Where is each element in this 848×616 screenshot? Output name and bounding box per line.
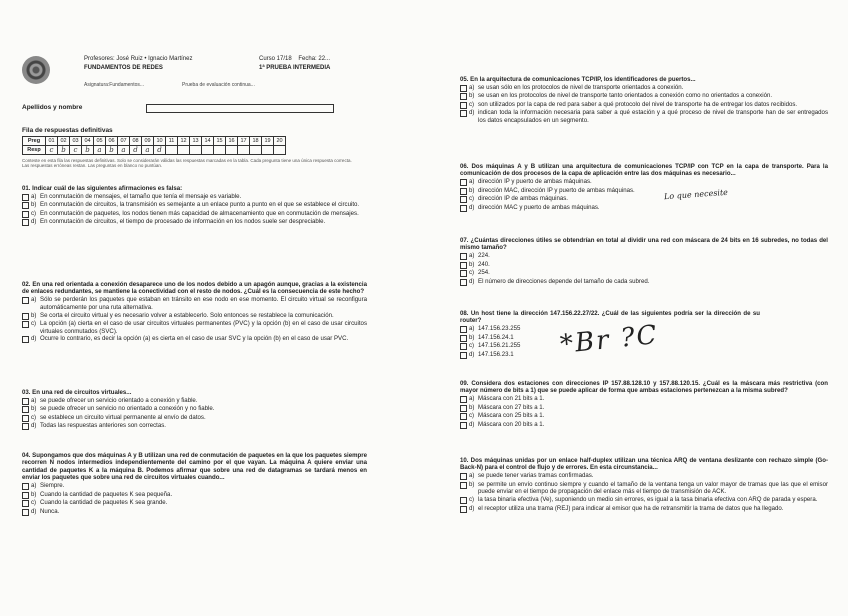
option-text: Se corta el circuito virtual y es necesario volver a establecerlo. Solo entonces se restablece la comunicación. (40, 311, 334, 319)
answer-response-cell[interactable]: b (82, 146, 94, 155)
option-text: Todas las respuestas anteriores son correctas. (40, 422, 166, 430)
answer-option[interactable] (22, 397, 367, 405)
option-text: 147.156.21.255 (478, 342, 521, 350)
answer-question-cell: 13 (190, 137, 202, 146)
answer-option[interactable] (460, 496, 828, 504)
checkbox[interactable] (22, 321, 29, 328)
answer-response-cell[interactable] (166, 146, 178, 155)
option-letter: b) (31, 490, 37, 498)
option-text: En conmutación de mensajes, el tamaño que tenía el mensaje es variable. (40, 192, 242, 200)
option-letter: d) (31, 507, 37, 515)
checkbox[interactable] (22, 202, 29, 209)
option-text: Cuando la cantidad de paquetes K sea grande. (40, 499, 168, 507)
answer-option[interactable] (460, 101, 828, 109)
question-text: 06. Dos máquinas A y B utilizan una arquitectura de comunicaciones TCP/IP con TCP en la capa de transporte. Para la comunicación de dos procesos de la capa de aplicación entre las dos máquinas es necesario... (460, 163, 828, 178)
option-text: dirección IP de ambas máquinas. (478, 195, 568, 203)
question-text: 01. Indicar cuál de las siguientes afirmaciones es falsa: (22, 185, 183, 192)
option-letter: c) (31, 499, 37, 507)
question-03 (22, 389, 367, 430)
checkbox[interactable] (22, 415, 29, 422)
question-text: 02. En una red orientada a conexión desaparece uno de los nodos debido a un apagón aunque, gracias a la existencia de enlaces redundantes, se mantiene la conectividad con el resto de nodos. ¿Cuál es la consecuencia de este hecho? (22, 281, 367, 296)
question-06 (460, 163, 828, 212)
answer-option[interactable] (460, 404, 828, 412)
option-text: se establece un circuito virtual permanente al envío de datos. (40, 413, 206, 421)
question-07 (460, 237, 828, 286)
answer-table (22, 136, 286, 155)
answer-option[interactable] (460, 204, 828, 212)
option-text: se puede tener varias tramas confirmadas. (478, 472, 594, 480)
handwritten-note-q06: Lo que necesite (663, 187, 729, 202)
answer-question-cell: 12 (178, 137, 190, 146)
answer-option[interactable] (460, 269, 828, 277)
answer-response-cell[interactable] (178, 146, 190, 155)
answer-response-cell[interactable] (190, 146, 202, 155)
option-text: se usan en los protocolos de nivel de transporte tanto orientados a conexión como no orientados a conexión. (478, 92, 773, 100)
answer-question-cell: 05 (94, 137, 106, 146)
answer-response-cell[interactable]: a (142, 146, 154, 155)
checkbox[interactable] (460, 93, 467, 100)
option-letter: b) (31, 201, 37, 209)
answer-question-cell: 20 (274, 137, 286, 146)
option-text: se puede ofrecer un servicio no orientado a conexión y no fiable. (40, 405, 215, 413)
checkbox[interactable] (460, 396, 467, 403)
answer-option[interactable] (460, 395, 828, 403)
answer-response-cell[interactable]: d (154, 146, 166, 155)
checkbox[interactable] (460, 196, 467, 203)
option-text: Ocurre lo contrario, es decir la opción (a) es cierta en el caso de usar SVC y la opción (b) en el caso de usar PVC. (40, 335, 349, 343)
option-text: la tasa binaria efectiva (Ve), suponiendo un medio sin errores, es igual a la tasa binaria efectiva con ARQ de parada y espera. (478, 496, 818, 504)
answer-response-cell[interactable] (202, 146, 214, 155)
answer-response-cell[interactable] (238, 146, 250, 155)
answer-response-cell[interactable]: b (106, 146, 118, 155)
option-letter: b) (469, 333, 475, 341)
answer-question-cell: 14 (202, 137, 214, 146)
course-year: Curso 17/18 Fecha: 22... (259, 56, 331, 62)
option-letter: a) (469, 395, 475, 403)
answer-question-cell: 16 (226, 137, 238, 146)
option-text: Nunca. (40, 507, 60, 515)
course-title: FUNDAMENTOS DE REDES (84, 65, 163, 71)
option-text: dirección IP y puerto de ambas máquinas. (478, 178, 592, 186)
question-09 (460, 380, 828, 429)
answer-response-cell[interactable] (262, 146, 274, 155)
checkbox[interactable] (460, 343, 467, 350)
option-letter: c) (469, 342, 475, 350)
checkbox[interactable] (460, 205, 467, 212)
option-letter: a) (469, 472, 475, 480)
answer-option[interactable] (22, 491, 367, 499)
option-text: Siempre. (40, 482, 65, 490)
option-letter: d) (31, 422, 37, 430)
checkbox[interactable] (22, 194, 29, 201)
answer-option[interactable] (22, 414, 367, 422)
option-text: el receptor utiliza una trama (REJ) para indicar al emisor que ha de retransmitir la trama de datos que ha llegado. (478, 504, 784, 512)
option-text: son utilizados por la capa de red para saber a qué protocolo del nivel de transporte ha de entregar los datos recibidos. (478, 100, 798, 108)
checkbox[interactable] (460, 270, 467, 277)
option-text: 147.156.23.1 (478, 350, 514, 358)
answer-response-cell[interactable] (214, 146, 226, 155)
answer-question-cell: 15 (214, 137, 226, 146)
answer-response-cell[interactable]: c (70, 146, 82, 155)
checkbox[interactable] (460, 253, 467, 260)
checkbox[interactable] (460, 413, 467, 420)
answer-response-cell[interactable] (250, 146, 262, 155)
option-letter: b) (31, 311, 37, 319)
checkbox[interactable] (22, 398, 29, 405)
row-label-question: Preg (23, 137, 46, 146)
option-letter: c) (31, 320, 37, 328)
option-letter: b) (469, 403, 475, 411)
option-letter: a) (31, 396, 37, 404)
answer-response-cell[interactable]: d (130, 146, 142, 155)
option-letter: a) (31, 192, 37, 200)
answer-question-cell: 04 (82, 137, 94, 146)
answer-option[interactable] (22, 335, 367, 343)
checkbox[interactable] (460, 85, 467, 92)
checkbox[interactable] (22, 509, 29, 516)
option-letter: c) (469, 412, 475, 420)
option-letter: a) (469, 325, 475, 333)
checkbox[interactable] (22, 313, 29, 320)
answer-question-cell: 09 (142, 137, 154, 146)
answer-option[interactable] (22, 193, 367, 201)
option-letter: d) (31, 218, 37, 226)
exam-header (22, 52, 422, 102)
question-text: 04. Supongamos que dos máquinas A y B utilizan una red de conmutación de paquetes en la que los paquetes siempre recorren N nodos intermedios independientemente del camino por el que vayan. La máquina A quiere enviar una cantidad de paquetes K a la máquina B. Podemos afirmar que sobre una red de datagramas se tardará menos en enviar los paquetes que sobre una red de circuitos virtuales cuando... (22, 452, 367, 482)
answer-option[interactable] (460, 505, 828, 513)
checkbox[interactable] (460, 473, 467, 480)
checkbox[interactable] (460, 352, 467, 359)
answer-option[interactable] (460, 412, 828, 420)
answer-option[interactable] (460, 109, 828, 124)
answer-instructions: Conteste en esta fila las respuestas definitivas. Solo se considerarán válidas las respuestas marcadas en la tabla. Cada pregunta tiene una única respuesta correcta. Las respuestas erróneas restan. Las preguntas en blanco no puntúan. (22, 158, 352, 169)
answer-question-cell: 19 (262, 137, 274, 146)
answer-option[interactable] (22, 499, 367, 507)
question-02 (22, 281, 367, 343)
answer-response-cell[interactable]: a (94, 146, 106, 155)
answer-option[interactable] (460, 187, 828, 195)
name-row (22, 104, 422, 114)
answer-response-cell[interactable]: c (46, 146, 58, 155)
checkbox[interactable] (460, 482, 467, 489)
option-text: se permite un envío continuo siempre y cuando el tamaño de la ventana tenga un valor mayor de tramas que las que el emisor puede enviar en el tiempo de propagación del enlace más el tiempo de transmisión de ACK. (478, 480, 828, 496)
option-text: La opción (a) cierta en el caso de usar circuitos virtuales permanentes (PVC) y la opción (b) en el caso de usar circuitos virtuales conmutados (SVC). (40, 320, 367, 335)
answer-option[interactable] (460, 261, 828, 269)
option-text: En conmutación de circuitos, el tiempo de procesado de información en los nodos suele ser despreciable. (40, 218, 326, 226)
option-text: 224. (478, 252, 490, 260)
answer-option[interactable] (22, 422, 367, 430)
answer-question-cell: 08 (130, 137, 142, 146)
answer-table-title: Fila de respuestas definitivas (22, 127, 113, 134)
answer-option[interactable] (460, 472, 828, 480)
answer-option[interactable] (22, 482, 367, 490)
name-field[interactable] (146, 104, 334, 113)
question-01 (22, 185, 367, 226)
option-text: Máscara con 27 bits a 1. (478, 403, 545, 411)
option-letter: d) (469, 109, 475, 117)
checkbox[interactable] (460, 326, 467, 333)
option-letter: b) (469, 260, 475, 268)
option-letter: d) (469, 203, 475, 211)
answer-response-cell[interactable] (274, 146, 286, 155)
option-letter: a) (31, 296, 37, 304)
checkbox[interactable] (22, 211, 29, 218)
answer-question-cell: 01 (46, 137, 58, 146)
option-text: En conmutación de circuitos, la transmisión es semejante a un enlace punto a punto en el que se establece el circuito. (40, 201, 360, 209)
option-letter: d) (469, 277, 475, 285)
answer-question-cell: 03 (70, 137, 82, 146)
question-text: 07. ¿Cuántas direcciones útiles se obtendrían en total al dividir una red con máscara de 24 bits en 16 subredes, no todas del mismo tamaño? (460, 237, 828, 252)
answer-response-cell[interactable]: b (58, 146, 70, 155)
option-letter: a) (469, 178, 475, 186)
option-text: 240. (478, 260, 490, 268)
checkbox[interactable] (460, 102, 467, 109)
option-letter: d) (469, 420, 475, 428)
checkbox[interactable] (460, 110, 467, 117)
answer-question-cell: 17 (238, 137, 250, 146)
checkbox[interactable] (22, 336, 29, 343)
option-letter: c) (31, 413, 37, 421)
checkbox[interactable] (22, 219, 29, 226)
option-text: 254. (478, 269, 490, 277)
answer-option[interactable] (460, 84, 828, 92)
option-text: 147.156.24.1 (478, 333, 514, 341)
answer-question-cell: 10 (154, 137, 166, 146)
option-letter: a) (31, 482, 37, 490)
checkbox[interactable] (22, 423, 29, 430)
question-05 (460, 76, 828, 124)
option-letter: c) (469, 269, 475, 277)
answer-question-cell: 07 (118, 137, 130, 146)
question-04 (22, 452, 367, 516)
question-text: 09. Considera dos estaciones con direcciones IP 157.88.128.10 y 157.88.120.15. ¿Cuál es la máscara más restrictiva (con mayor número de bits a 1) que se puede aplicar de forma que ambas estaciones pertenezcan a la misma subred? (460, 380, 828, 395)
checkbox[interactable] (460, 422, 467, 429)
checkbox[interactable] (460, 497, 467, 504)
answer-option[interactable] (22, 201, 367, 209)
option-letter: b) (31, 405, 37, 413)
option-letter: b) (469, 480, 475, 488)
option-letter: c) (31, 209, 37, 217)
option-letter: c) (469, 100, 475, 108)
checkbox[interactable] (460, 188, 467, 195)
option-letter: b) (469, 92, 475, 100)
evaluation-line: Prueba de evaluación continua... (182, 82, 255, 88)
question-text: 05. En la arquitectura de comunicaciones TCP/IP, los identificadores de puertos... (460, 76, 696, 83)
answer-option[interactable] (22, 508, 367, 516)
option-letter: d) (469, 350, 475, 358)
option-letter: a) (469, 83, 475, 91)
answer-response-cell[interactable]: a (118, 146, 130, 155)
answer-option[interactable] (22, 210, 367, 218)
handwritten-scribble-q08: *Br ?C (558, 319, 660, 361)
checkbox[interactable] (22, 406, 29, 413)
university-seal-icon (22, 56, 50, 84)
option-text: se usan sólo en los protocolos de nivel de transporte orientados a conexión. (478, 83, 684, 91)
answer-response-cell[interactable] (226, 146, 238, 155)
answer-option[interactable] (460, 195, 828, 203)
option-letter: a) (469, 252, 475, 260)
question-10 (460, 457, 828, 513)
checkbox[interactable] (460, 335, 467, 342)
option-text: Máscara con 25 bits a 1. (478, 412, 545, 420)
checkbox[interactable] (22, 500, 29, 507)
option-text: dirección MAC, dirección IP y puerto de ambas máquinas. (478, 186, 635, 194)
answer-option[interactable] (460, 92, 828, 100)
option-text: Máscara con 20 bits a 1. (478, 420, 545, 428)
answer-option[interactable] (460, 252, 828, 260)
checkbox[interactable] (22, 492, 29, 499)
answer-option[interactable] (22, 405, 367, 413)
answer-option[interactable] (460, 178, 828, 186)
question-text: 10. Dos máquinas unidas por un enlace half-duplex utilizan una técnica ARQ de ventana deslizante con rechazo simple (Go-Back-N) para el control de flujo y de errores. En esta circunstancia... (460, 457, 828, 472)
option-text: Máscara con 21 bits a 1. (478, 395, 545, 403)
checkbox[interactable] (460, 179, 467, 186)
checkbox[interactable] (460, 405, 467, 412)
option-text: Sólo se perderán los paquetes que estaban en tránsito en ese nodo en ese momento. El circuito virtual se reconfigura automáticamente por una ruta alternativa. (40, 296, 367, 311)
option-text: indican toda la información necesaria para saber a qué estación y a qué proceso de nivel de transporte han de ser entregados los datos encapsulados en un segmento. (478, 109, 828, 124)
row-label-response: Resp (23, 146, 46, 155)
answer-option[interactable] (22, 312, 367, 320)
checkbox[interactable] (460, 506, 467, 513)
exam-title: 1ª PRUEBA INTERMEDIA (259, 65, 331, 71)
option-letter: b) (469, 186, 475, 194)
checkbox[interactable] (22, 483, 29, 490)
answer-option[interactable] (22, 218, 367, 226)
option-text: El número de direcciones depende del tamaño de cada subred. (478, 277, 650, 285)
option-letter: c) (469, 195, 475, 203)
answer-option[interactable] (460, 481, 828, 496)
answer-option[interactable] (22, 296, 367, 311)
checkbox[interactable] (22, 297, 29, 304)
answer-question-cell: 18 (250, 137, 262, 146)
answer-option[interactable] (22, 320, 367, 335)
question-text: 08. Un host tiene la dirección 147.156.22.27/22. ¿Cuál de las siguientes podría ser la dirección de su router? (460, 310, 760, 325)
subject-line: Asignatura:Fundamentos... (84, 82, 145, 88)
name-label: Apellidos y nombre (22, 104, 83, 111)
checkbox[interactable] (460, 262, 467, 269)
checkbox[interactable] (460, 279, 467, 286)
option-letter: c) (469, 496, 475, 504)
answer-option[interactable] (460, 421, 828, 429)
question-text: 03. En una red de circuitos virtuales... (22, 389, 132, 396)
answer-question-cell: 02 (58, 137, 70, 146)
option-text: dirección MAC y puerto de ambas máquinas. (478, 203, 600, 211)
option-text: se puede ofrecer un servicio orientado a conexión y fiable. (40, 396, 198, 404)
answer-question-cell: 11 (166, 137, 178, 146)
answer-question-cell: 06 (106, 137, 118, 146)
professors-line: Profesores: José Ruiz • Ignacio Martínez (84, 56, 193, 62)
option-text: En conmutación de paquetes, los nodos tienen más capacidad de almacenamiento que en conmutación de mensajes. (40, 209, 359, 217)
option-letter: d) (469, 504, 475, 512)
answer-option[interactable] (460, 278, 828, 286)
option-letter: d) (31, 335, 37, 343)
option-text: 147.156.23.255 (478, 325, 521, 333)
option-text: Cuando la cantidad de paquetes K sea pequeña. (40, 490, 173, 498)
